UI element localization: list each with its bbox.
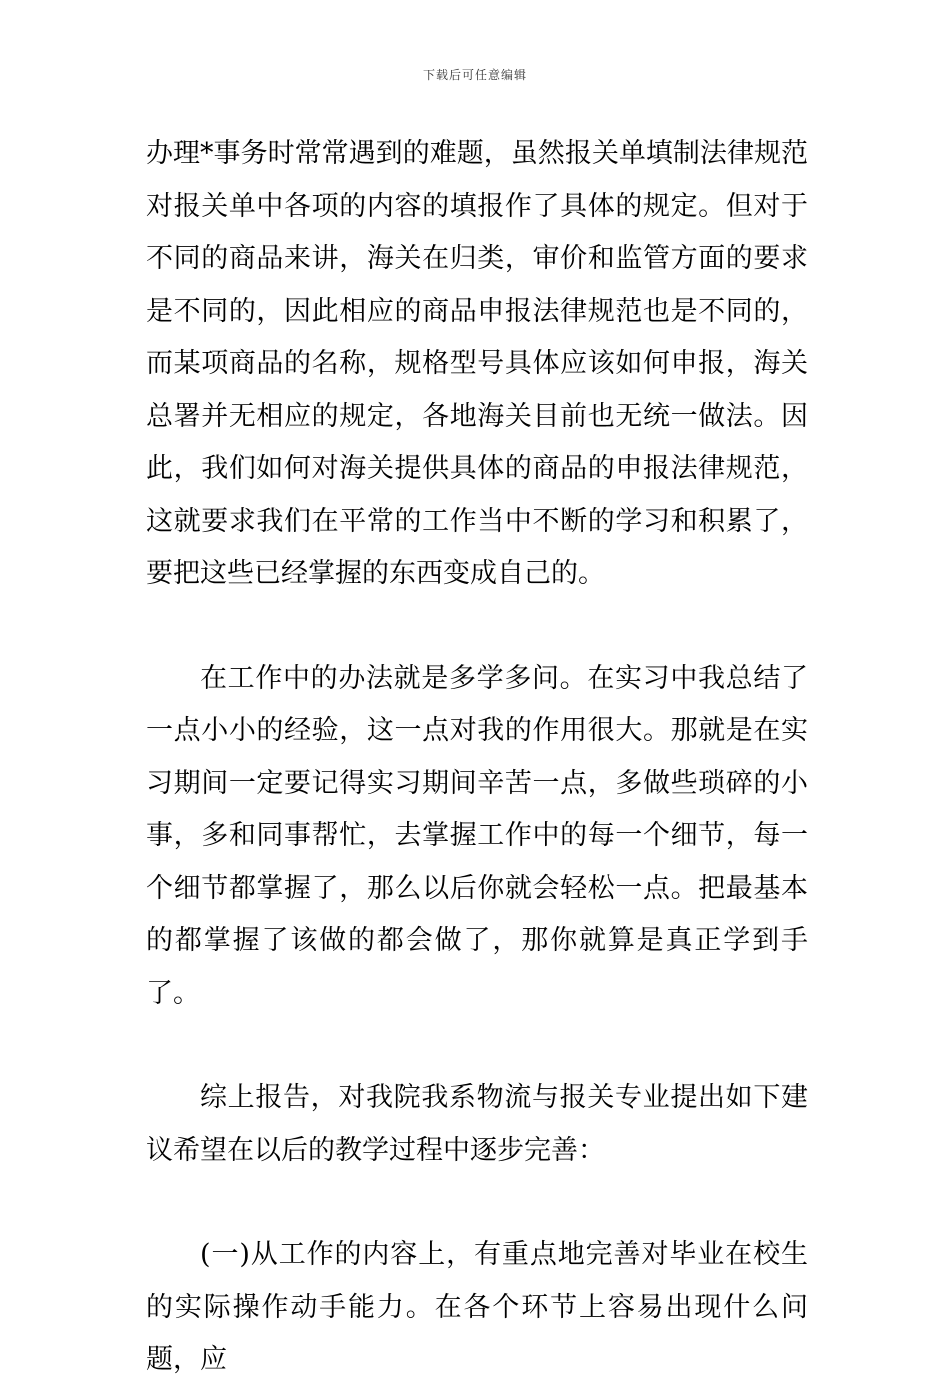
paragraph-4: (一)从工作的内容上，有重点地完善对毕业在校生的实际操作动手能力。在各个环节上容易出现什么问题，应 [146,1239,808,1375]
page-header: 下载后可任意编辑 [422,68,527,82]
paragraph-2: 在工作中的办法就是多学多问。在实习中我总结了一点小小的经验，这一点对我的作用很大。那就是在实习期间一定要记得实习期间辛苦一点，多做些琐碎的小事，多和同事帮忙，去掌握工作中的每一个细节，每一个细节都掌握了，那么以后你就会轻松一点。把最基本的都掌握了该做的都会做了，那你就算是真正学到手了。 [146,662,808,1009]
document-body [146,128,808,1387]
paragraph-gap [146,601,808,653]
paragraph-1: 办理*事务时常常遇到的难题，虽然报关单填制法律规范对报关单中各项的内容的填报作了具体的规定。但对于不同的商品来讲，海关在归类，审价和监管方面的要求是不同的，因此相应的商品申报法律规范也是不同的，而某项商品的名称，规格型号具体应该如何申报，海关总署并无相应的规定，各地海关目前也无统一做法。因此，我们如何对海关提供具体的商品的申报法律规范，这就要求我们在平常的工作当中不断的学习和积累了，要把这些已经掌握的东西变成自己的。 [146,138,808,589]
paragraph-gap [146,1177,808,1229]
paragraph-3: 综上报告，对我院我系物流与报关专业提出如下建议希望在以后的教学过程中逐步完善： [146,1082,808,1166]
paragraph-gap [146,1020,808,1072]
